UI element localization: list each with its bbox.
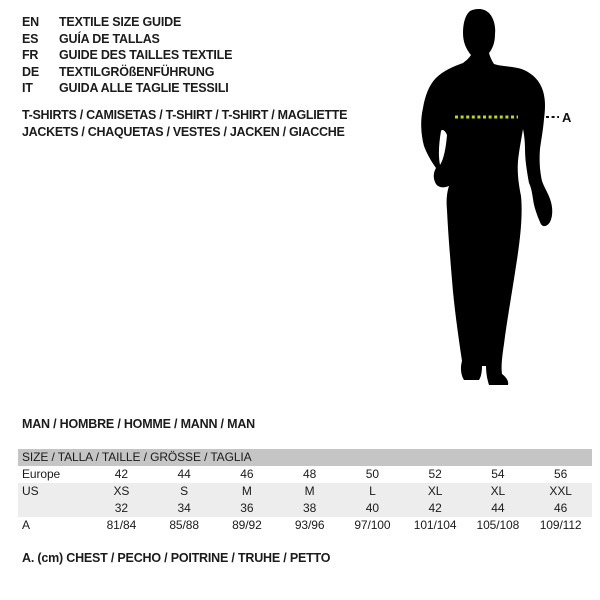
size-table-body — [18, 466, 592, 534]
measure-label-a: A — [562, 110, 572, 125]
section-title-man: MAN / HOMBRE / HOMME / MANN / MAN — [22, 417, 255, 431]
language-row — [22, 47, 232, 64]
language-title: TEXTILGRÖßENFÜHRUNG — [59, 64, 215, 79]
language-code: ES — [22, 31, 39, 46]
size-cell: 44 — [491, 501, 505, 515]
size-cell: 42 — [428, 501, 442, 515]
size-cell: S — [180, 484, 189, 498]
size-cell: XXL — [549, 484, 572, 498]
language-title: GUIDE DES TAILLES TEXTILE — [59, 48, 233, 63]
size-cell: 38 — [303, 501, 317, 515]
language-row — [22, 64, 232, 81]
language-row — [22, 31, 232, 48]
row-label: US — [22, 484, 39, 498]
size-cell: 89/92 — [232, 518, 262, 532]
size-cell: 34 — [177, 501, 191, 515]
size-cell: L — [369, 484, 376, 498]
size-cell: 42 — [114, 467, 128, 481]
size-table-header: SIZE / TALLA / TAILLE / GRÖSSE / TAGLIA — [18, 449, 592, 466]
man-silhouette-figure — [390, 0, 600, 400]
size-cell: 48 — [303, 467, 317, 481]
size-cell: 85/88 — [169, 518, 199, 532]
size-cell: XS — [113, 484, 130, 498]
size-cell: M — [304, 484, 315, 498]
table-row — [18, 466, 592, 483]
language-code: FR — [22, 48, 39, 63]
size-cell: 40 — [365, 501, 379, 515]
size-cell: 52 — [428, 467, 442, 481]
size-cell: 50 — [365, 467, 379, 481]
size-cell: 56 — [554, 467, 568, 481]
language-code: IT — [22, 81, 33, 96]
size-cell: 46 — [240, 467, 254, 481]
size-cell: 32 — [114, 501, 128, 515]
size-cell: 101/104 — [413, 518, 457, 532]
table-row — [18, 517, 592, 534]
table-row — [18, 483, 592, 500]
language-row — [22, 80, 232, 97]
language-code: EN — [22, 15, 39, 30]
category-line-tshirts: T-SHIRTS / CAMISETAS / T-SHIRT / T-SHIRT / MAGLIETTE — [22, 108, 348, 122]
size-cell: 54 — [491, 467, 505, 481]
size-cell: XL — [427, 484, 443, 498]
size-cell: 105/108 — [476, 518, 520, 532]
size-cell: 93/96 — [294, 518, 325, 532]
garment-categories — [22, 107, 347, 141]
language-row — [22, 14, 232, 31]
language-legend — [22, 14, 232, 97]
size-cell: 44 — [177, 467, 191, 481]
language-title: GUÍA DE TALLAS — [59, 31, 160, 46]
size-cell: 81/84 — [106, 518, 137, 532]
size-cell: 97/100 — [354, 518, 391, 532]
row-label: Europe — [22, 467, 61, 481]
category-line-jackets: JACKETS / CHAQUETAS / VESTES / JACKEN / GIACCHE — [22, 125, 345, 139]
size-table — [18, 449, 592, 534]
size-cell: 109/112 — [539, 518, 582, 532]
size-cell: 46 — [554, 501, 568, 515]
man-silhouette — [421, 9, 552, 385]
language-title: TEXTILE SIZE GUIDE — [59, 15, 182, 30]
table-row — [18, 500, 592, 517]
size-cell: XL — [490, 484, 506, 498]
row-label — [18, 500, 90, 517]
language-title: GUIDA ALLE TAGLIE TESSILI — [59, 81, 229, 96]
size-cell: M — [241, 484, 252, 498]
language-code: DE — [22, 64, 39, 79]
size-cell: 36 — [240, 501, 254, 515]
row-label: A — [22, 518, 30, 532]
measurement-footnote: A. (cm) CHEST / PECHO / POITRINE / TRUHE / PETTO — [22, 551, 331, 565]
